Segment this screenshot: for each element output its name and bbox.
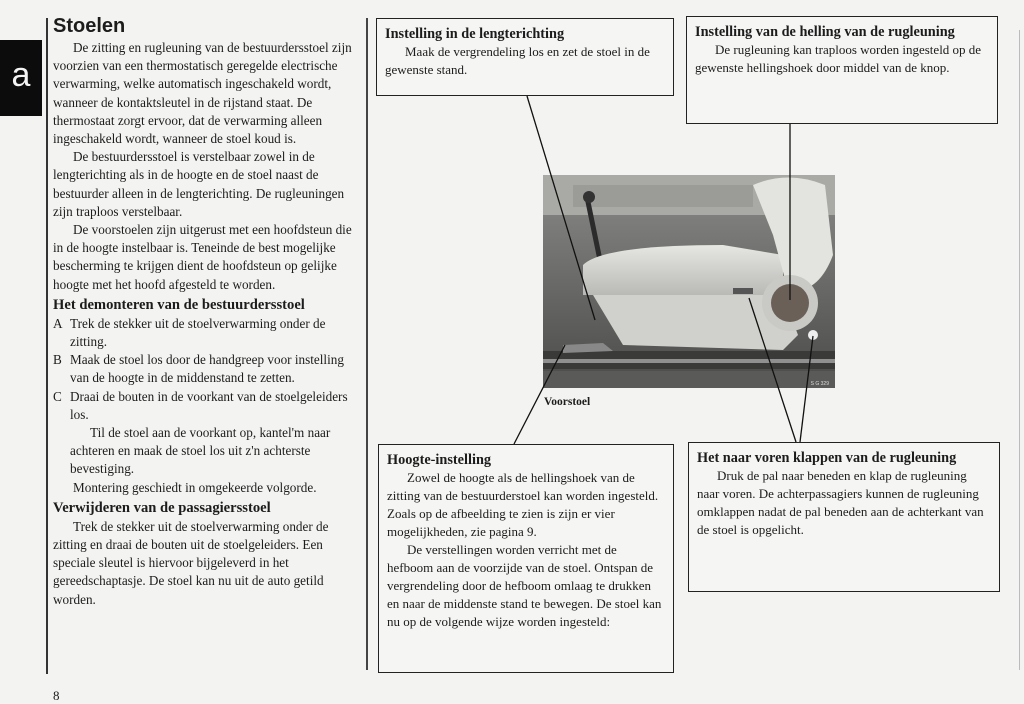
leader-line-height: [514, 345, 565, 444]
step-letter: C: [53, 388, 62, 404]
callout-text: De rugleuning kan traploos worden ingesteld op de gewenste hellingshoek door middel van de knop.: [695, 42, 982, 75]
step-text: Maak de stoel los door de handgreep voor instelling van de hoogte in de middenstand te zetten.: [70, 352, 344, 386]
step-text: Draai de bouten in de voorkant van de stoelgeleiders los.: [70, 388, 348, 422]
photo-code: S G 329: [810, 381, 829, 387]
callout-text: Zowel de hoogte als de hellingshoek van de zitting van de bestuurderstoel kan worden ingesteld. Zoals op de afbeelding te zien is zijn er vier mogelijkheden, zie pagina 9.: [387, 470, 659, 539]
mounting-note: Montering geschiedt in omgekeerde volgorde.: [73, 479, 317, 495]
leader-line-lengthwise: [527, 96, 595, 320]
leader-line-fold-lever: [749, 298, 796, 442]
page-number: 8: [53, 688, 60, 703]
intro-paragraph: De bestuurdersstoel is verstelbaar zowel in de lengterichting als in de hoogte en de stoel naast de bestuurder alleen in de lengterichting. De rugleuningen zijn traploos verstelbaar.: [53, 149, 345, 219]
callout-title: Instelling in de lengterichting: [385, 26, 565, 42]
callout-text: Druk de pal naar beneden en klap de rugleuning naar voren. De achterpassagiers kunnen de rugleuning omklappen nadat de pal beneden aan de achterkant van de stoel is opgelicht.: [697, 468, 984, 537]
callout-title: Hoogte-instelling: [387, 452, 492, 468]
step-note: Til de stoel aan de voorkant op, kantel'm naar achteren en maak de stoel los uit z'n achterste bevestiging.: [70, 425, 331, 477]
page-title: Stoelen: [53, 15, 126, 37]
passenger-paragraph: Trek de stekker uit de stoelverwarming onder de zitting en draai de bouten uit de stoelgeleiders. Een speciale sleutel is hiervoor bijgeleverd in het gereedschaptasje. De stoel kan nu uit de auto getild worden.: [53, 518, 329, 607]
section-heading-remove-passenger: Verwijderen van de passagiersstoel: [53, 499, 271, 516]
step-letter: B: [53, 352, 62, 368]
intro-paragraph: De zitting en rugleuning van de bestuurdersstoel zijn voorzien van een thermostatisch geregelde electrische verwarming, welke automatisch ingeschakeld wordt, wanneer de kontaktsleutel in de rijstand staat. De thermostaat zorgt ervoor, dat de verwarming alleen ingeschakeld wordt, wanneer de stoel koud is.: [53, 40, 352, 147]
callout-text: De verstellingen worden verricht met de hefboom aan de voorzijde van de stoel. Ontspan de vergrendeling door de hefboom omlaag te drukken en naar de middenste stand te bewegen. De stoel kan nu op de volgende wijze worden ingesteld:: [387, 542, 662, 629]
callout-title: Het naar voren klappen van de rugleuning: [697, 450, 957, 466]
section-heading-remove-driver: Het demonteren van de bestuurdersstoel: [53, 296, 305, 313]
intro-paragraph: De voorstoelen zijn uitgerust met een hoofdsteun die in de hoogte instelbaar is. Teneinde de best mogelijke bescherming te krijgen dient de hoofdsteun op gelijke hoogte met het hoofd afgesteld te worden.: [53, 222, 352, 292]
section-tab-letter: a: [11, 56, 31, 94]
leader-line-fold-latch: [800, 336, 813, 442]
callout-title: Instelling van de helling van de rugleuning: [695, 24, 955, 40]
figure-caption: Voorstoel: [544, 396, 591, 408]
step-letter: A: [53, 315, 63, 331]
callout-text: Maak de vergrendeling los en zet de stoel in de gewenste stand.: [385, 44, 650, 77]
step-text: Trek de stekker uit de stoelverwarming onder de zitting.: [70, 315, 326, 350]
